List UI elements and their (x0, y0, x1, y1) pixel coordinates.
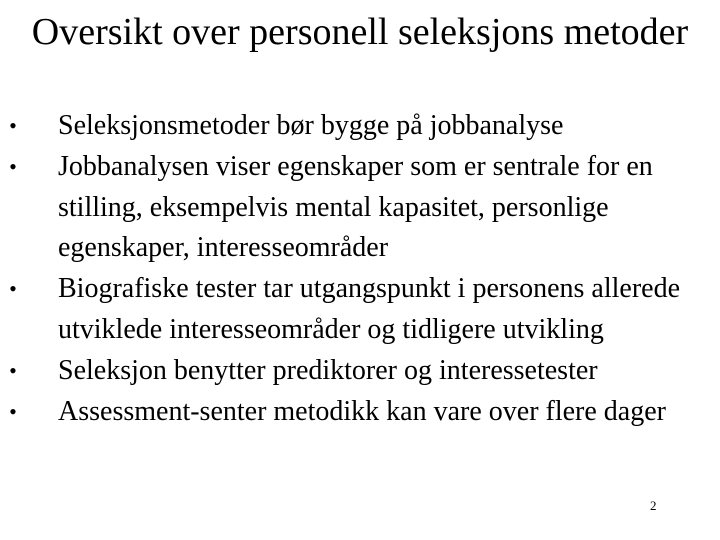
bullet-item (0, 269, 720, 351)
bullet-item (0, 147, 720, 269)
bullet-text: Biografiske tester tar utgangspunkt i personens allerede utviklede interesseområder og tidligere utvikling (58, 273, 681, 345)
bullet-text: Assessment-senter metodikk kan vare over flere dager (58, 395, 666, 427)
bullet-text: Jobbanalysen viser egenskaper som er sentrale for en stilling, eksempelvis mental kapasitet, personlige egenskaper, interesseområder (58, 150, 653, 264)
bullet-text: Seleksjonsmetoder bør bygge på jobbanalyse (58, 110, 564, 141)
bullet-icon: • (9, 153, 17, 179)
bullet-icon: • (9, 113, 17, 138)
bullet-item (0, 351, 720, 392)
slide-title: Oversikt over personell seleksjons metoder (31, 11, 689, 53)
bullet-icon: • (9, 357, 17, 383)
bullet-text: Seleksjon benytter prediktorer og interessetester (58, 354, 598, 386)
bullet-item (0, 392, 720, 433)
bullet-icon: • (9, 398, 17, 424)
bullet-item (0, 106, 720, 147)
bullet-icon: • (9, 276, 17, 302)
page-number: 2 (650, 498, 657, 513)
bullet-list (0, 106, 720, 432)
